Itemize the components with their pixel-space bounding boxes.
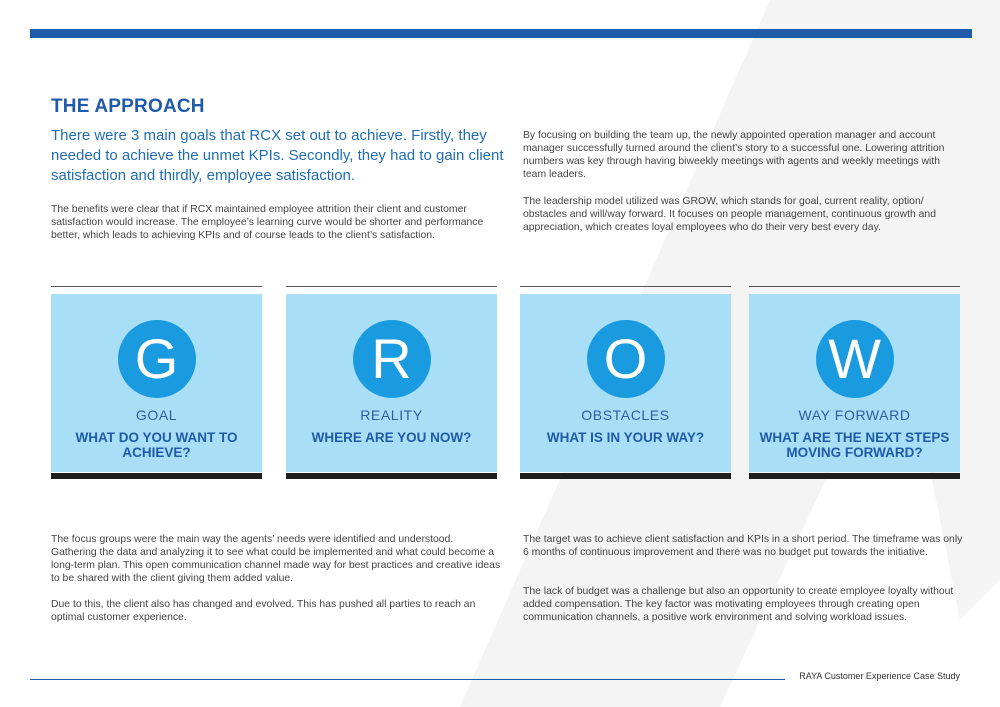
card-panel (286, 294, 497, 472)
benefits-paragraph: The benefits were clear that if RCX maintained employee attrition their client and customer satisfaction would increase. The employee’s learning curve would be shorter and performance better, which leads to achieving KPIs and of course leads to the client’s satisfaction. (51, 204, 484, 241)
card-word: OBSTACLES (581, 407, 670, 423)
target-paragraph: The target was to achieve client satisfaction and KPIs in a short period. The timeframe was only 6 months of continuous improvement and there was no budget put towards the initiative. (523, 534, 963, 558)
card-top-rule (520, 286, 731, 287)
card-word: REALITY (360, 407, 423, 423)
card-bottom-rule (286, 473, 497, 479)
grow-card-reality (286, 286, 497, 479)
grow-card-way-forward (749, 286, 960, 479)
card-word: WAY FORWARD (798, 407, 911, 423)
card-question: WHAT DO YOU WANT TO ACHIEVE? (75, 430, 238, 460)
grow-card-obstacles (520, 286, 731, 479)
card-bottom-rule (749, 473, 960, 479)
footer-rule (30, 679, 785, 680)
card-top-rule (749, 286, 960, 287)
footer-caption: RAYA Customer Experience Case Study (799, 671, 960, 681)
card-top-rule (51, 286, 262, 287)
section-title: THE APPROACH (51, 96, 205, 117)
letter-g-icon: G (118, 320, 196, 398)
grow-card-goal (51, 286, 262, 479)
focus-groups-paragraph: The focus groups were the main way the agents’ needs were identified and understood. Gathering the data and analyzing it to see what could be implemented and what could become a long-term plan. This open communication channel made way for best practices and creative ideas to be shared with the client giving them added value. (51, 534, 501, 584)
team-paragraph: By focusing on building the team up, the newly appointed operation manager and account manager successfully turned around the client’s story to a successful one. Lowering attrition numbers was key through having biweekly meetings with agents and weekly meetings with team leaders. (523, 130, 945, 180)
letter-w-icon: W (816, 320, 894, 398)
lead-paragraph: There were 3 main goals that RCX set out to achieve. Firstly, they needed to achieve the unmet KPIs. Secondly, they had to gain client satisfaction and thirdly, employee satisfaction. (51, 127, 504, 184)
top-accent-bar (30, 29, 972, 38)
letter-r-icon: R (353, 320, 431, 398)
letter-o-icon: O (587, 320, 665, 398)
card-panel (51, 294, 262, 472)
card-bottom-rule (51, 473, 262, 479)
evolved-paragraph: Due to this, the client also has changed and evolved. This has pushed all parties to reach an optimal customer experience. (51, 599, 476, 623)
card-word: GOAL (135, 407, 178, 423)
card-panel (520, 294, 731, 472)
card-top-rule (286, 286, 497, 287)
card-bottom-rule (520, 473, 731, 479)
leadership-paragraph: The leadership model utilized was GROW, which stands for goal, current reality, option/ obstacles and will/way forward. It focuses on people management, continuous growth and appreciation, which creates loyal employees who do their very best every day. (523, 196, 936, 233)
budget-paragraph: The lack of budget was a challenge but also an opportunity to create employee loyalty without added compensation. The key factor was motivating employees through creating open communication channels, a positive work environment and solving workload issues. (523, 586, 954, 623)
card-question: WHAT ARE THE NEXT STEPS MOVING FORWARD? (759, 430, 950, 460)
card-question: WHAT IS IN YOUR WAY? (546, 430, 705, 445)
card-panel (749, 294, 960, 472)
card-question: WHERE ARE YOU NOW? (311, 430, 472, 445)
